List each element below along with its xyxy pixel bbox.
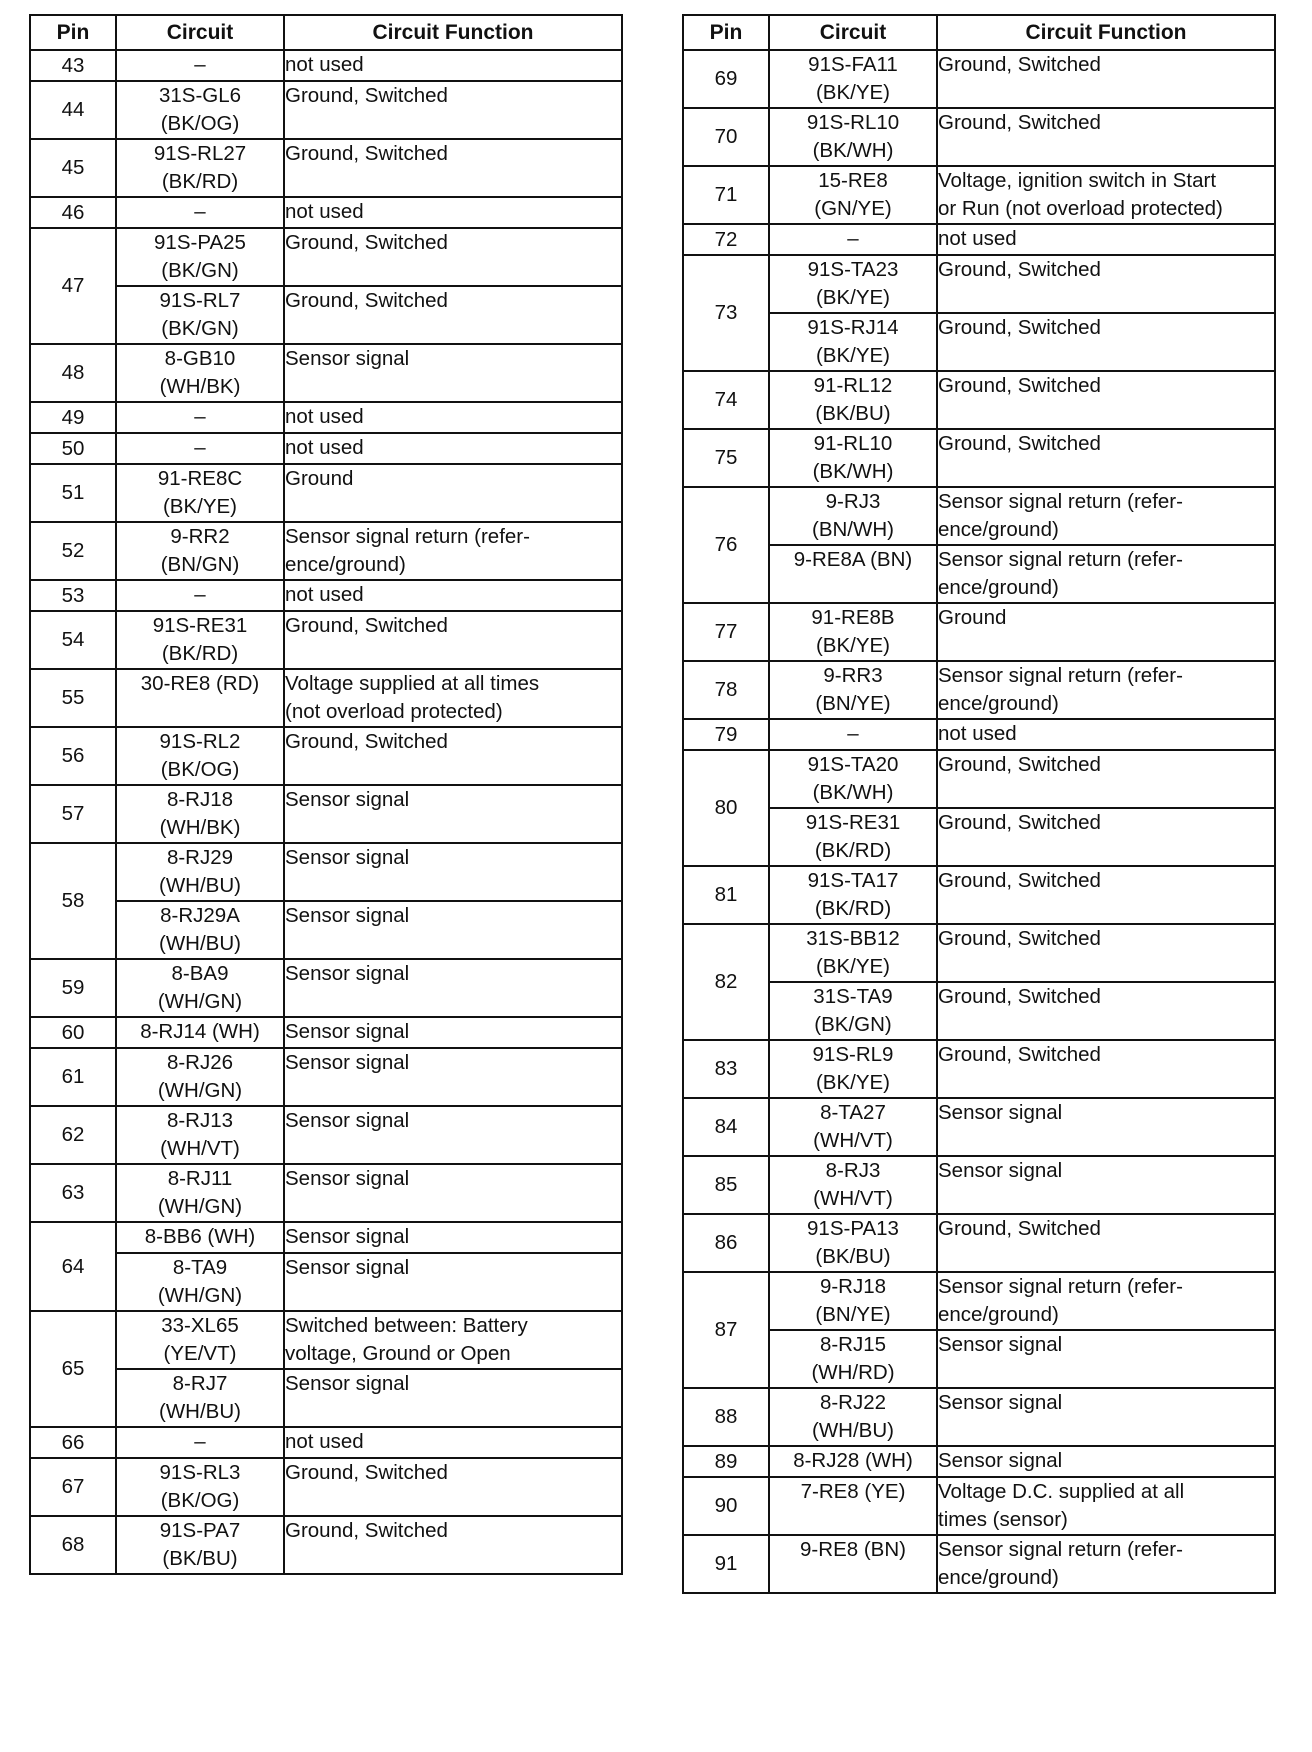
table-row <box>683 429 1275 487</box>
table-row <box>30 344 622 402</box>
circuit-cell: 91-RL12 (BK/BU) <box>769 371 937 429</box>
table-row <box>683 50 1275 108</box>
table-row <box>683 1388 1275 1446</box>
table-row <box>683 224 1275 255</box>
circuit-cell: – <box>116 433 284 464</box>
pin-number: 48 <box>30 344 116 402</box>
circuit-cell: 91S-RL3 (BK/OG) <box>116 1458 284 1516</box>
circuit-function-cell: not used <box>937 719 1275 750</box>
circuit-function-cell: Ground, Switched <box>937 982 1275 1040</box>
pin-number: 69 <box>683 50 769 108</box>
circuit-cell: 91S-PA13 (BK/BU) <box>769 1214 937 1272</box>
circuit-function-cell: Sensor signal return (refer- ence/ground) <box>937 1535 1275 1593</box>
table-row <box>30 1458 622 1516</box>
table-row <box>683 808 1275 866</box>
circuit-cell: 8-RJ26 (WH/GN) <box>116 1048 284 1106</box>
circuit-cell: 15-RE8 (GN/YE) <box>769 166 937 224</box>
circuit-function-cell: Sensor signal return (refer- ence/ground) <box>937 661 1275 719</box>
circuit-cell: 9-RE8 (BN) <box>769 1535 937 1593</box>
table-row <box>30 1017 622 1048</box>
circuit-cell: 9-RJ3 (BN/WH) <box>769 487 937 545</box>
circuit-cell: 8-TA27 (WH/VT) <box>769 1098 937 1156</box>
table-body <box>683 50 1275 1593</box>
table-row <box>30 228 622 286</box>
circuit-function-cell: Ground, Switched <box>937 313 1275 371</box>
table-row <box>683 1330 1275 1388</box>
circuit-function-cell: Voltage supplied at all times (not overload protected) <box>284 669 622 727</box>
table-row <box>683 313 1275 371</box>
pin-number: 57 <box>30 785 116 843</box>
circuit-cell: 8-GB10 (WH/BK) <box>116 344 284 402</box>
circuit-cell: 8-RJ13 (WH/VT) <box>116 1106 284 1164</box>
table-row <box>30 1369 622 1427</box>
pin-number: 83 <box>683 1040 769 1098</box>
pin-number: 70 <box>683 108 769 166</box>
circuit-cell: 91S-RE31 (BK/RD) <box>769 808 937 866</box>
circuit-function-cell: Switched between: Battery voltage, Ground or Open <box>284 1311 622 1369</box>
circuit-function-cell: Sensor signal <box>284 1048 622 1106</box>
circuit-function-cell: Sensor signal <box>284 785 622 843</box>
circuit-cell: 31S-BB12 (BK/YE) <box>769 924 937 982</box>
pin-number: 45 <box>30 139 116 197</box>
circuit-function-cell: Sensor signal <box>937 1388 1275 1446</box>
table-row <box>30 727 622 785</box>
table-row <box>683 1272 1275 1330</box>
circuit-cell: 9-RR2 (BN/GN) <box>116 522 284 580</box>
circuit-function-cell: Ground, Switched <box>284 1458 622 1516</box>
pin-number: 60 <box>30 1017 116 1048</box>
circuit-function-cell: Ground <box>284 464 622 522</box>
circuit-cell: 91-RE8C (BK/YE) <box>116 464 284 522</box>
table-row <box>683 719 1275 750</box>
pin-number: 53 <box>30 580 116 611</box>
table-row <box>683 1535 1275 1593</box>
pin-number: 88 <box>683 1388 769 1446</box>
table-row <box>30 959 622 1017</box>
circuit-cell: 9-RJ18 (BN/YE) <box>769 1272 937 1330</box>
pin-number: 62 <box>30 1106 116 1164</box>
table-row <box>683 108 1275 166</box>
circuit-cell: 8-RJ28 (WH) <box>769 1446 937 1477</box>
circuit-function-cell: Sensor signal <box>284 1222 622 1253</box>
table-row <box>683 255 1275 313</box>
pin-number: 76 <box>683 487 769 603</box>
circuit-function-cell: Sensor signal return (refer- ence/ground) <box>937 1272 1275 1330</box>
table-row <box>683 1477 1275 1535</box>
circuit-cell: 91S-RL27 (BK/RD) <box>116 139 284 197</box>
table-row <box>30 433 622 464</box>
function-column-header: Circuit Function <box>937 15 1275 50</box>
circuit-cell: 91S-PA7 (BK/BU) <box>116 1516 284 1574</box>
pin-number: 43 <box>30 50 116 81</box>
circuit-cell: 8-BA9 (WH/GN) <box>116 959 284 1017</box>
circuit-cell: – <box>769 224 937 255</box>
pin-number: 79 <box>683 719 769 750</box>
circuit-function-cell: Ground, Switched <box>284 139 622 197</box>
circuit-function-cell: Ground, Switched <box>937 371 1275 429</box>
table-row <box>30 611 622 669</box>
circuit-function-cell: Ground, Switched <box>937 50 1275 108</box>
circuit-function-cell: Ground, Switched <box>284 1516 622 1574</box>
table-row <box>683 1098 1275 1156</box>
table-row <box>30 1427 622 1458</box>
circuit-cell: 91S-RJ14 (BK/YE) <box>769 313 937 371</box>
pin-number: 46 <box>30 197 116 228</box>
table-row <box>683 982 1275 1040</box>
circuit-cell: 91-RE8B (BK/YE) <box>769 603 937 661</box>
pin-number: 84 <box>683 1098 769 1156</box>
pin-number: 47 <box>30 228 116 344</box>
circuit-function-cell: Ground, Switched <box>937 429 1275 487</box>
pin-number: 49 <box>30 402 116 433</box>
table-row <box>683 866 1275 924</box>
pin-number: 61 <box>30 1048 116 1106</box>
pin-number: 80 <box>683 750 769 866</box>
circuit-cell: 8-RJ29A (WH/BU) <box>116 901 284 959</box>
pin-number: 66 <box>30 1427 116 1458</box>
table-row <box>30 1048 622 1106</box>
pin-number: 68 <box>30 1516 116 1574</box>
pin-number: 90 <box>683 1477 769 1535</box>
circuit-cell: 91S-PA25 (BK/GN) <box>116 228 284 286</box>
table-row <box>30 139 622 197</box>
table-row <box>30 402 622 433</box>
table-row <box>683 487 1275 545</box>
circuit-function-cell: not used <box>284 402 622 433</box>
pin-number: 73 <box>683 255 769 371</box>
pin-column-header: Pin <box>30 15 116 50</box>
pin-number: 75 <box>683 429 769 487</box>
function-column-header: Circuit Function <box>284 15 622 50</box>
table-row <box>30 1253 622 1311</box>
circuit-function-cell: not used <box>284 1427 622 1458</box>
pin-number: 65 <box>30 1311 116 1427</box>
circuit-function-cell: Sensor signal return (refer- ence/ground) <box>284 522 622 580</box>
circuit-cell: 8-RJ15 (WH/RD) <box>769 1330 937 1388</box>
table-row <box>30 785 622 843</box>
circuit-cell: 8-BB6 (WH) <box>116 1222 284 1253</box>
table-row <box>683 603 1275 661</box>
circuit-function-cell: Ground, Switched <box>937 1214 1275 1272</box>
circuit-function-cell: Voltage D.C. supplied at all times (sensor) <box>937 1477 1275 1535</box>
table-row <box>683 166 1275 224</box>
table-body <box>30 50 622 1574</box>
pin-number: 89 <box>683 1446 769 1477</box>
circuit-function-cell: Sensor signal return (refer- ence/ground) <box>937 545 1275 603</box>
table-row <box>30 286 622 344</box>
pin-number: 78 <box>683 661 769 719</box>
circuit-cell: – <box>116 50 284 81</box>
pin-number: 59 <box>30 959 116 1017</box>
circuit-cell: 91S-TA23 (BK/YE) <box>769 255 937 313</box>
pin-number: 85 <box>683 1156 769 1214</box>
pin-number: 63 <box>30 1164 116 1222</box>
pin-number: 56 <box>30 727 116 785</box>
table-row <box>30 669 622 727</box>
circuit-cell: 9-RE8A (BN) <box>769 545 937 603</box>
table-row <box>683 371 1275 429</box>
circuit-cell: 91-RL10 (BK/WH) <box>769 429 937 487</box>
circuit-cell: 8-RJ3 (WH/VT) <box>769 1156 937 1214</box>
circuit-cell: 91S-RL9 (BK/YE) <box>769 1040 937 1098</box>
pin-number: 67 <box>30 1458 116 1516</box>
circuit-cell: 8-RJ11 (WH/GN) <box>116 1164 284 1222</box>
circuit-cell: – <box>116 1427 284 1458</box>
circuit-column-header: Circuit <box>116 15 284 50</box>
circuit-function-cell: Sensor signal <box>284 1017 622 1048</box>
table-row <box>30 1516 622 1574</box>
pin-number: 81 <box>683 866 769 924</box>
table-row <box>30 580 622 611</box>
circuit-column-header: Circuit <box>769 15 937 50</box>
circuit-function-cell: Ground, Switched <box>937 108 1275 166</box>
pin-number: 72 <box>683 224 769 255</box>
pin-number: 58 <box>30 843 116 959</box>
circuit-function-cell: Sensor signal return (refer- ence/ground) <box>937 487 1275 545</box>
pin-number: 55 <box>30 669 116 727</box>
circuit-cell: 91S-RE31 (BK/RD) <box>116 611 284 669</box>
circuit-function-cell: Sensor signal <box>284 901 622 959</box>
table-row <box>30 901 622 959</box>
circuit-cell: 8-RJ7 (WH/BU) <box>116 1369 284 1427</box>
circuit-function-cell: Ground, Switched <box>284 286 622 344</box>
circuit-function-cell: not used <box>284 433 622 464</box>
table-row <box>30 843 622 901</box>
circuit-function-cell: Ground, Switched <box>284 81 622 139</box>
circuit-function-cell: Ground, Switched <box>937 808 1275 866</box>
circuit-function-cell: not used <box>284 50 622 81</box>
pin-number: 52 <box>30 522 116 580</box>
table-row <box>683 1040 1275 1098</box>
circuit-cell: 8-RJ29 (WH/BU) <box>116 843 284 901</box>
circuit-function-cell: Sensor signal <box>937 1098 1275 1156</box>
circuit-cell: 91S-RL10 (BK/WH) <box>769 108 937 166</box>
circuit-cell: 8-RJ18 (WH/BK) <box>116 785 284 843</box>
pin-number: 64 <box>30 1222 116 1311</box>
table-row <box>30 1222 622 1253</box>
circuit-cell: – <box>116 197 284 228</box>
pin-table-left <box>29 14 623 1575</box>
circuit-cell: 7-RE8 (YE) <box>769 1477 937 1535</box>
circuit-function-cell: Ground, Switched <box>284 727 622 785</box>
table-row <box>683 1446 1275 1477</box>
table-row <box>683 1156 1275 1214</box>
table-row <box>683 545 1275 603</box>
pin-number: 71 <box>683 166 769 224</box>
circuit-function-cell: Sensor signal <box>284 843 622 901</box>
pin-table-right <box>682 14 1276 1594</box>
circuit-function-cell: Sensor signal <box>284 959 622 1017</box>
table-row <box>30 81 622 139</box>
table-row <box>30 1106 622 1164</box>
circuit-function-cell: Sensor signal <box>284 1164 622 1222</box>
circuit-function-cell: Voltage, ignition switch in Start or Run (not overload protected) <box>937 166 1275 224</box>
circuit-cell: 8-TA9 (WH/GN) <box>116 1253 284 1311</box>
table-row <box>30 1311 622 1369</box>
table-row <box>683 924 1275 982</box>
circuit-function-cell: Sensor signal <box>937 1446 1275 1477</box>
table-header-row <box>30 15 622 50</box>
circuit-function-cell: Sensor signal <box>937 1156 1275 1214</box>
table-header-row <box>683 15 1275 50</box>
circuit-cell: 91S-TA17 (BK/RD) <box>769 866 937 924</box>
pin-number: 50 <box>30 433 116 464</box>
circuit-function-cell: Ground, Switched <box>937 866 1275 924</box>
table-row <box>683 1214 1275 1272</box>
pin-number: 54 <box>30 611 116 669</box>
pin-number: 87 <box>683 1272 769 1388</box>
circuit-function-cell: Ground <box>937 603 1275 661</box>
circuit-cell: 31S-TA9 (BK/GN) <box>769 982 937 1040</box>
circuit-function-cell: Sensor signal <box>284 1369 622 1427</box>
table-row <box>30 50 622 81</box>
circuit-function-cell: Ground, Switched <box>284 611 622 669</box>
table-row <box>683 661 1275 719</box>
table-row <box>30 464 622 522</box>
circuit-function-cell: Ground, Switched <box>284 228 622 286</box>
circuit-function-cell: Sensor signal <box>284 344 622 402</box>
circuit-cell: 31S-GL6 (BK/OG) <box>116 81 284 139</box>
pin-number: 74 <box>683 371 769 429</box>
circuit-function-cell: Sensor signal <box>284 1106 622 1164</box>
circuit-function-cell: not used <box>937 224 1275 255</box>
table-row <box>30 1164 622 1222</box>
circuit-cell: 33-XL65 (YE/VT) <box>116 1311 284 1369</box>
circuit-cell: 9-RR3 (BN/YE) <box>769 661 937 719</box>
circuit-function-cell: Sensor signal <box>937 1330 1275 1388</box>
circuit-cell: – <box>769 719 937 750</box>
pin-number: 77 <box>683 603 769 661</box>
circuit-cell: 30-RE8 (RD) <box>116 669 284 727</box>
circuit-function-cell: Ground, Switched <box>937 924 1275 982</box>
pin-number: 51 <box>30 464 116 522</box>
circuit-cell: 91S-RL2 (BK/OG) <box>116 727 284 785</box>
circuit-function-cell: Ground, Switched <box>937 750 1275 808</box>
circuit-cell: 91S-TA20 (BK/WH) <box>769 750 937 808</box>
table-row <box>683 750 1275 808</box>
table-row <box>30 197 622 228</box>
pin-column-header: Pin <box>683 15 769 50</box>
circuit-function-cell: Ground, Switched <box>937 255 1275 313</box>
circuit-cell: 91S-FA11 (BK/YE) <box>769 50 937 108</box>
circuit-cell: – <box>116 402 284 433</box>
circuit-function-cell: Ground, Switched <box>937 1040 1275 1098</box>
circuit-cell: 8-RJ22 (WH/BU) <box>769 1388 937 1446</box>
circuit-function-cell: Sensor signal <box>284 1253 622 1311</box>
circuit-function-cell: not used <box>284 197 622 228</box>
pin-number: 91 <box>683 1535 769 1593</box>
circuit-cell: 91S-RL7 (BK/GN) <box>116 286 284 344</box>
circuit-cell: 8-RJ14 (WH) <box>116 1017 284 1048</box>
table-row <box>30 522 622 580</box>
pin-number: 86 <box>683 1214 769 1272</box>
circuit-function-cell: not used <box>284 580 622 611</box>
circuit-cell: – <box>116 580 284 611</box>
pin-number: 44 <box>30 81 116 139</box>
pin-number: 82 <box>683 924 769 1040</box>
